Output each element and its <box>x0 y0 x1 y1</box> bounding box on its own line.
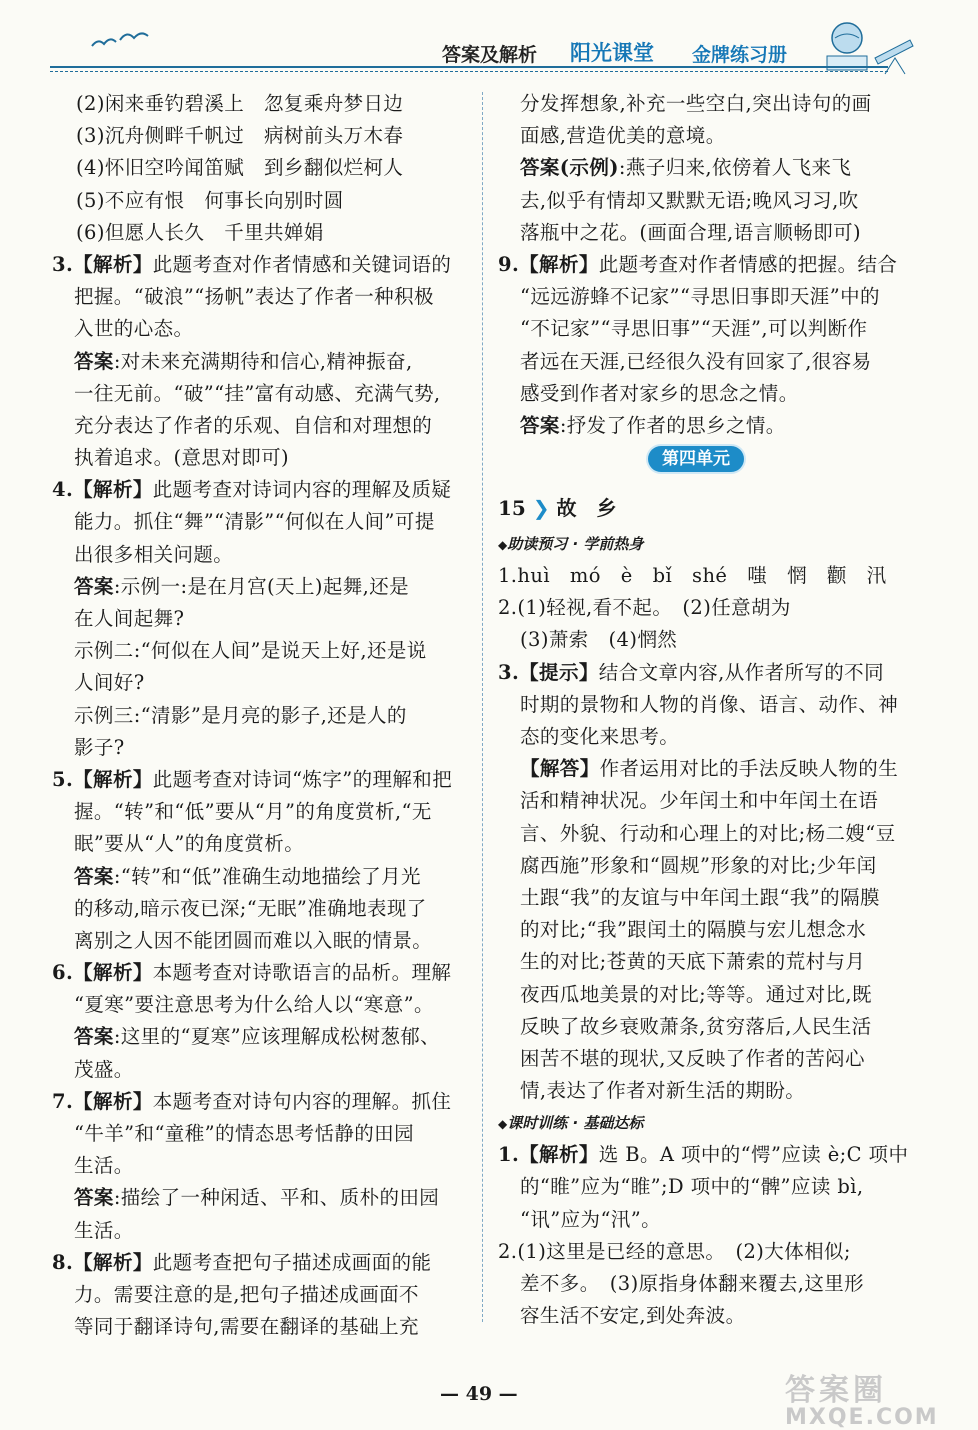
section-title: 课时训练 · 基础达标 <box>507 1114 644 1133</box>
text-line: 生的对比;苍黄的天底下萧索的荒村与月 <box>520 950 866 974</box>
answer-label: 8.【解析】 <box>52 1250 153 1274</box>
text-line: “远远游蜂不记家”“寻思旧事即天涯”中的 <box>520 285 880 309</box>
text-line: 7.【解析】本题考查对诗句内容的理解。抓住 <box>52 1089 452 1113</box>
answer-label: 9.【解析】 <box>498 252 599 276</box>
text-line: 入世的心态。 <box>74 317 194 341</box>
text-line: 握。“转”和“低”要从“月”的角度赏析,“无 <box>74 800 432 824</box>
watermark-url: MXQE.COM <box>785 1405 939 1430</box>
text-line: (5)不应有恨 何事长向别时圆 <box>76 188 344 212</box>
text-line: 情,表达了作者对新生活的期盼。 <box>520 1079 806 1103</box>
text-line: 答案:示例一:是在月宫(天上)起舞,还是 <box>74 574 410 598</box>
unit-badge-row <box>498 442 908 488</box>
text-line: “讯”应为“汛”。 <box>520 1207 661 1231</box>
text-line: 【解答】作者运用对比的手法反映人物的生 <box>520 757 899 781</box>
diamond-icon: ◆ <box>498 538 508 553</box>
text-line: 示例三:“清影”是月亮的影子,还是人的 <box>74 703 407 727</box>
text-line: 感受到作者对家乡的思念之情。 <box>520 381 799 405</box>
section-heading-training <box>498 1107 908 1139</box>
text-line: 的移动,暗示夜已深;“无眠”准确地表现了 <box>74 896 427 920</box>
text-line: 眠”要从“人”的角度赏析。 <box>74 832 305 856</box>
text-line: “牛羊”和“童稚”的情态思考恬静的田园 <box>74 1122 414 1145</box>
text-line: 一往无前。“破”“挂”富有动感、充满气势, <box>74 381 441 405</box>
text-line: 人间好? <box>74 671 145 695</box>
answer-label: 答案 <box>74 1186 114 1210</box>
text-line: 离别之人因不能团圆而难以入眠的情景。 <box>74 928 433 952</box>
text-line: 影子? <box>74 735 125 759</box>
section-title: 助读预习 · 学前热身 <box>507 535 644 554</box>
text-line: 容生活不安定,到处奔波。 <box>520 1304 746 1328</box>
section-heading-preview <box>498 528 908 560</box>
text-line: 者远在天涯,已经很久没有回家了,很容易 <box>520 349 872 373</box>
chevron-right-icon: ❯ <box>532 496 550 521</box>
text-line: 态的变化来思考。 <box>520 725 680 748</box>
text-line: 6.【解析】本题考查对诗歌语言的品析。理解 <box>52 961 452 985</box>
text-line: 反映了故乡衰败萧条,贫穷落后,人民生活 <box>520 1014 872 1038</box>
text-line: 9.【解析】此题考查对作者情感的把握。结合 <box>498 252 898 276</box>
column-divider <box>482 92 483 1322</box>
lesson-title: 故 乡 <box>556 496 617 521</box>
text-line: “不记家”“寻思旧事”“天涯”,可以判断作 <box>520 317 868 341</box>
text-line: 答案:对未来充满期待和信心,精神振奋, <box>74 349 413 373</box>
answer-label: 4.【解析】 <box>52 478 153 502</box>
text-line: 差不多。 (3)原指身体翻来覆去,这里形 <box>520 1272 865 1295</box>
text-line: “夏寒”要注意思考为什么给人以“寒意”。 <box>74 993 434 1017</box>
text-line: 活和精神状况。少年闰土和中年闰土在语 <box>520 789 879 813</box>
text-line: 去,似乎有情却又默默无语;晚风习习,吹 <box>520 188 859 212</box>
header-book-title: 金牌练习册 <box>692 44 788 66</box>
text-line: 生活。 <box>74 1154 134 1178</box>
answer-label: 1.【解析】 <box>498 1143 599 1167</box>
text-line: (3)萧索 (4)惘然 <box>520 628 678 652</box>
lesson-heading <box>498 488 908 528</box>
text-line: 夜西瓜地美景的对比;等等。通过对比,既 <box>520 982 872 1006</box>
text-line: (4)怀旧空吟闻笛赋 到乡翻似烂柯人 <box>76 156 404 180</box>
right-column-part-c <box>498 1139 908 1332</box>
text-line: 生活。 <box>74 1218 134 1242</box>
answer-label: 答案 <box>520 413 560 437</box>
text-line: 困苦不堪的现状,又反映了作者的苦闷心 <box>520 1046 865 1070</box>
header-rule-dashed <box>50 71 888 72</box>
text-line: 的“睢”应为“睢”;D 项中的“髀”应读 bì, <box>520 1175 864 1199</box>
text-line: 的对比;“我”跟闰土的隔膜与宏儿想念水 <box>520 918 867 942</box>
text-line: 1.【解析】选 B。A 项中的“愕”应读 è;C 项中 <box>498 1143 909 1167</box>
answer-label: 答案 <box>74 574 114 598</box>
right-column <box>498 88 908 1332</box>
right-column-part-a <box>498 88 908 442</box>
globe-telescope-icon <box>815 18 935 78</box>
text-line: 腐西施”形象和“圆规”形象的对比;少年闰 <box>520 853 877 877</box>
text-line: 1.huì mó è bǐ shé 嗤 惘 颧 汛 <box>498 564 887 588</box>
answer-label: 6.【解析】 <box>52 961 153 985</box>
text-line: 出很多相关问题。 <box>74 542 234 566</box>
text-line: 5.【解析】此题考查对诗词“炼字”的理解和把 <box>52 767 453 791</box>
answer-label: 答案(示例) <box>520 156 619 180</box>
text-line: 答案:这里的“夏寒”应该理解成松树葱郁、 <box>74 1025 441 1049</box>
text-line: 2.(1)轻视,看不起。 (2)任意胡为 <box>498 596 791 620</box>
text-line: 把握。“破浪”“扬帆”表达了作者一种积极 <box>74 285 434 309</box>
header-answer-title: 答案及解析 <box>442 44 538 66</box>
text-line: 3.【解析】此题考查对作者情感和关键词语的 <box>52 252 452 276</box>
text-line: 答案:“转”和“低”准确生动地描绘了月光 <box>74 864 421 888</box>
text-line: 4.【解析】此题考查对诗词内容的理解及质疑 <box>52 478 452 502</box>
right-column-part-b <box>498 560 908 1107</box>
text-line: 力。需要注意的是,把句子描述成画面不 <box>74 1282 419 1306</box>
text-line: 答案:抒发了作者的思乡之情。 <box>520 413 786 437</box>
answer-label: 答案 <box>74 349 114 373</box>
text-line: 8.【解析】此题考查把句子描述成画面的能 <box>52 1250 432 1274</box>
diamond-icon: ◆ <box>498 1117 508 1132</box>
text-line: 示例二:“何似在人间”是说天上好,还是说 <box>74 639 427 663</box>
text-line: (2)闲来垂钓碧溪上 忽复乘舟梦日边 <box>76 92 404 115</box>
answer-label: 【解答】 <box>520 757 600 781</box>
text-line: (3)沉舟侧畔千帆过 病树前头万木春 <box>76 124 404 148</box>
text-line: 2.(1)这里是已经的意思。 (2)大体相似; <box>498 1239 851 1263</box>
text-line: (6)但愿人长久 千里共婵娟 <box>76 220 324 244</box>
text-line: 土跟“我”的友谊与中年闰土跟“我”的隔膜 <box>520 885 880 909</box>
text-line: 面感,营造优美的意境。 <box>520 124 726 148</box>
text-line: 能力。抓住“舞”“清影”“何似在人间”可提 <box>74 510 435 534</box>
header-rule <box>50 66 888 68</box>
text-line: 分发挥想象,补充一些空白,突出诗句的画 <box>520 92 872 115</box>
text-line: 时期的景物和人物的肖像、语言、动作、神 <box>520 692 899 716</box>
header-brand: 阳光课堂 <box>570 40 654 65</box>
lesson-number: 15 <box>498 496 526 521</box>
text-line: 充分表达了作者的乐观、自信和对理想的 <box>74 413 433 437</box>
text-line: 在人间起舞? <box>74 607 185 630</box>
watermark-text: 答案圈 <box>785 1373 887 1408</box>
unit-badge: 第四单元 <box>648 446 744 472</box>
left-column <box>52 88 462 1343</box>
answer-label: 5.【解析】 <box>52 767 153 791</box>
page-number: — 49 — <box>440 1383 518 1405</box>
answer-label: 3.【提示】 <box>498 660 599 684</box>
page-header <box>0 0 978 90</box>
text-line: 答案:描绘了一种闲适、平和、质朴的田园 <box>74 1186 440 1210</box>
watermark-logo <box>785 1365 975 1430</box>
seagull-icon <box>90 28 150 56</box>
text-line: 茂盛。 <box>74 1057 134 1081</box>
text-line: 言、外貌、行动和心理上的对比;杨二嫂“豆 <box>520 821 896 845</box>
text-line: 等同于翻译诗句,需要在翻译的基础上充 <box>74 1315 419 1339</box>
answer-label: 3.【解析】 <box>52 252 153 276</box>
answer-label: 答案 <box>74 864 114 888</box>
text-line: 答案(示例):燕子归来,依傍着人飞来飞 <box>520 156 852 180</box>
answer-label: 答案 <box>74 1025 114 1049</box>
text-line: 执着追求。(意思对即可) <box>74 446 290 470</box>
text-line: 3.【提示】结合文章内容,从作者所写的不同 <box>498 660 884 684</box>
text-line: 落瓶中之花。(画面合理,语言顺畅即可) <box>520 220 862 244</box>
answer-label: 7.【解析】 <box>52 1089 153 1113</box>
